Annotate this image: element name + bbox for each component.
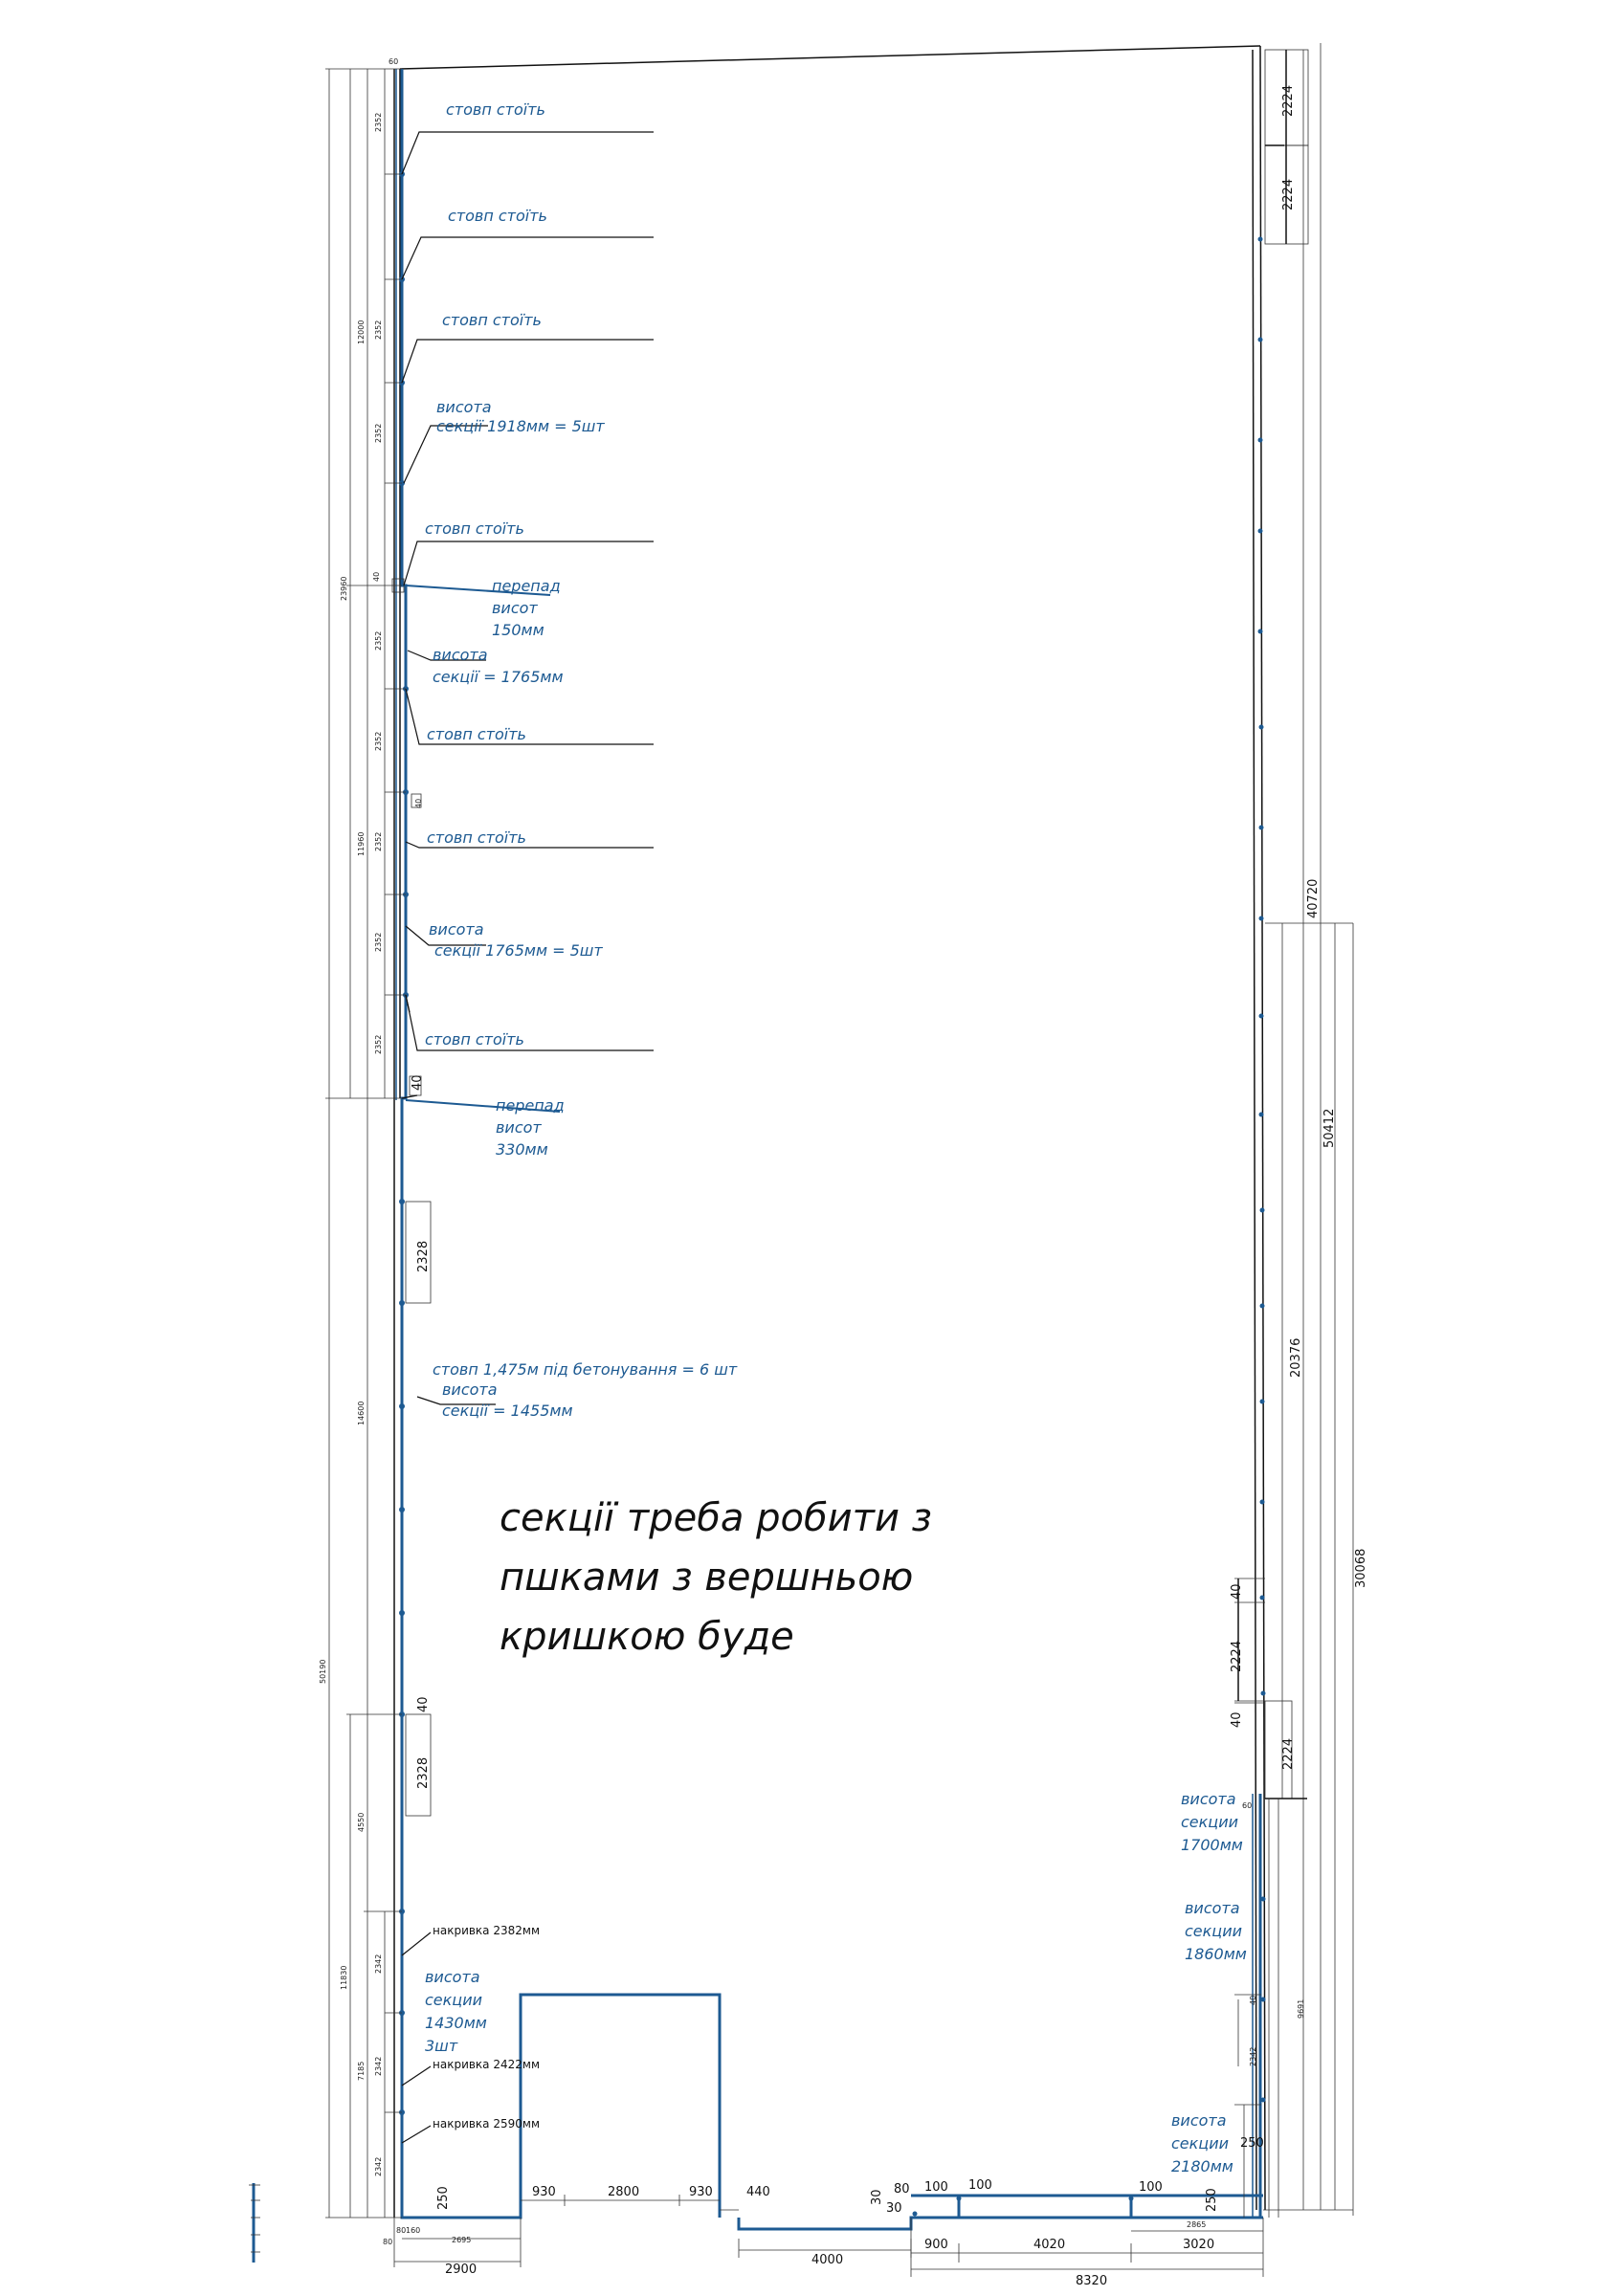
dim-11830: 11830: [340, 1965, 348, 1990]
post: [1258, 438, 1263, 443]
note-height-1860: 1860мм: [1185, 1945, 1247, 1963]
note-post-stands: стовп стоїть: [446, 100, 545, 119]
note-cover-2422: накривка 2422мм: [433, 2058, 540, 2071]
dim-2865: 2865: [1187, 2220, 1207, 2229]
note-section-ru: секции: [1185, 1922, 1242, 1940]
dim-4000: 4000: [811, 2253, 844, 2267]
dim-100: 100: [1139, 2180, 1163, 2195]
dim-900: 900: [924, 2238, 948, 2252]
post: [1129, 2197, 1134, 2201]
note-height: висота: [425, 1968, 480, 1986]
dim-2328: 2328: [416, 1240, 431, 1272]
post: [1259, 1113, 1264, 1117]
dim-2224: 2224: [1281, 84, 1296, 117]
post: [1258, 338, 1263, 342]
dim-30: 30: [886, 2201, 902, 2216]
dim-4020: 4020: [1033, 2238, 1066, 2252]
dim-12000: 12000: [357, 320, 366, 344]
dim-2695: 2695: [452, 2236, 472, 2244]
right-posts: [913, 237, 1266, 2217]
dim-2342: 2342: [374, 1954, 383, 1974]
scale-marker: [249, 2183, 260, 2263]
dim-23960: 23960: [340, 576, 348, 601]
post: [1258, 237, 1263, 242]
note-height-2180: 2180мм: [1171, 2157, 1233, 2175]
dim-2900: 2900: [445, 2263, 478, 2277]
dim-40: 40: [1230, 1583, 1244, 1600]
post: [1259, 916, 1264, 921]
dim-2342: 2342: [374, 2156, 383, 2176]
note-height: висота: [1171, 2111, 1227, 2130]
left-dimension-labels: [319, 57, 431, 2176]
dim-8320: 8320: [1076, 2274, 1108, 2288]
dim-80: 80: [383, 2238, 393, 2246]
note-height-short: висот: [496, 1118, 542, 1137]
dim-250: 250: [436, 2186, 451, 2210]
note-post-stands: стовп стоїть: [427, 725, 526, 743]
note-cover-2382: накривка 2382мм: [433, 1924, 540, 1937]
post: [1261, 2098, 1266, 2103]
note-post-stands: стовп стоїть: [442, 311, 542, 329]
post: [399, 1610, 405, 1616]
post: [1259, 1014, 1264, 1019]
note-section-1918: секції 1918мм = 5шт: [436, 417, 605, 435]
post: [1261, 1998, 1266, 2002]
note-post-stands: стовп стоїть: [425, 1030, 524, 1049]
dim-2224: 2224: [1230, 1640, 1244, 1672]
dim-14600: 14600: [357, 1401, 366, 1425]
note-height-short: висот: [492, 599, 538, 617]
dim-60: 60: [1242, 1801, 1253, 1810]
post: [1258, 529, 1263, 534]
post: [1260, 1208, 1265, 1213]
dim-2352: 2352: [374, 320, 383, 340]
segment-boxes: [392, 579, 431, 1816]
dim-2352: 2352: [374, 731, 383, 751]
note-height-1700: 1700мм: [1181, 1836, 1243, 1854]
dim-2352: 2352: [374, 630, 383, 651]
dim-2328: 2328: [416, 1756, 431, 1789]
note-drop: перепад: [492, 577, 561, 595]
dim-100: 100: [968, 2178, 992, 2193]
dim-2342: 2342: [374, 2056, 383, 2076]
dim-2800: 2800: [608, 2185, 640, 2199]
dim-50412: 50412: [1322, 1108, 1337, 1148]
post: [1261, 1897, 1266, 1902]
note-drop-150: 150мм: [492, 621, 544, 639]
note-drop: перепад: [496, 1096, 565, 1115]
main-note-line-3: кришкою буде: [500, 1615, 794, 1659]
dim-2342: 2342: [1249, 2046, 1257, 2066]
dim-40: 40: [372, 571, 381, 582]
post: [1258, 629, 1263, 634]
note-height: висота: [429, 920, 484, 938]
dim-2352: 2352: [374, 932, 383, 952]
left-callout-text: [425, 100, 738, 1420]
dim-7185: 7185: [357, 2061, 366, 2081]
dim-40: 40: [1249, 1995, 1257, 2005]
post: [1259, 826, 1264, 830]
note-section-1765-5: секції 1765мм = 5шт: [434, 941, 603, 960]
dim-2224: 2224: [1281, 178, 1296, 210]
dim-50190: 50190: [319, 1659, 327, 1684]
dim-40: 40: [1230, 1711, 1244, 1728]
dim-40: 40: [411, 1074, 425, 1091]
note-section-ru: секции: [425, 1991, 482, 2009]
post: [1260, 1500, 1265, 1505]
dim-2224: 2224: [1281, 1737, 1296, 1770]
dim-9691: 9691: [1297, 1998, 1305, 2019]
dim-40720: 40720: [1306, 878, 1321, 918]
dim-930: 930: [532, 2185, 556, 2199]
dim-4550: 4550: [357, 1812, 366, 1832]
dim-40: 40: [416, 1696, 431, 1712]
note-drop-330: 330мм: [496, 1140, 548, 1159]
note-height-1430: 1430мм: [425, 2014, 487, 2032]
note-height: висота: [1185, 1899, 1240, 1917]
post: [957, 2197, 962, 2201]
dim-2352: 2352: [374, 1034, 383, 1054]
note-section-1765: секції = 1765мм: [433, 668, 564, 686]
note-posts-concrete: стовп 1,475м під бетонування = 6 шт: [433, 1360, 738, 1379]
cover-notes: [402, 1924, 540, 2143]
main-note: [500, 1496, 932, 1659]
note-section-ru: секции: [1171, 2134, 1229, 2152]
note-section-ru: секции: [1181, 1813, 1238, 1831]
note-post-stands: стовп стоїть: [427, 828, 526, 847]
dim-30068: 30068: [1354, 1548, 1368, 1588]
dim-11960: 11960: [357, 831, 366, 856]
note-qty-3: 3шт: [425, 2037, 458, 2055]
right-dimension-labels: [1230, 85, 1368, 2151]
post: [399, 1403, 405, 1409]
dim-60-top: 60: [389, 57, 399, 66]
note-post-stands: стовп стоїть: [425, 519, 524, 538]
post: [1260, 1596, 1265, 1601]
right-notes: [1171, 1790, 1247, 2175]
main-note-line-1: секції треба робити з: [500, 1496, 932, 1540]
dim-40: 40: [414, 798, 423, 808]
dim-160: 160: [406, 2226, 421, 2235]
dim-250: 250: [1205, 2188, 1219, 2212]
note-section-1455: секції = 1455мм: [442, 1402, 573, 1420]
post: [399, 1300, 405, 1306]
dim-20376: 20376: [1289, 1337, 1303, 1378]
dim-2352: 2352: [374, 423, 383, 443]
post: [1261, 1691, 1266, 1696]
post: [399, 1199, 405, 1204]
note-height: висота: [1181, 1790, 1236, 1808]
main-note-line-2: пшками з вершньою: [500, 1556, 914, 1600]
dim-80: 80: [396, 2226, 407, 2235]
dim-930: 930: [689, 2185, 713, 2199]
post: [913, 2212, 918, 2217]
post: [399, 1507, 405, 1512]
note-height: висота: [436, 398, 492, 416]
post: [1259, 725, 1264, 730]
dim-30: 30: [870, 2189, 884, 2205]
dim-80: 80: [894, 2182, 910, 2197]
dim-250: 250: [1240, 2136, 1264, 2151]
note-post-stands: стовп стоїть: [448, 207, 547, 225]
dim-2352: 2352: [374, 831, 383, 851]
dim-100: 100: [924, 2180, 948, 2195]
note-height: висота: [433, 646, 488, 664]
note-cover-2590: накривка 2590мм: [433, 2117, 540, 2130]
post: [1260, 1304, 1265, 1309]
dim-2352: 2352: [374, 112, 383, 132]
note-height: висота: [442, 1380, 498, 1399]
dim-3020: 3020: [1183, 2238, 1215, 2252]
dim-440: 440: [746, 2185, 770, 2199]
post: [1260, 1400, 1265, 1404]
